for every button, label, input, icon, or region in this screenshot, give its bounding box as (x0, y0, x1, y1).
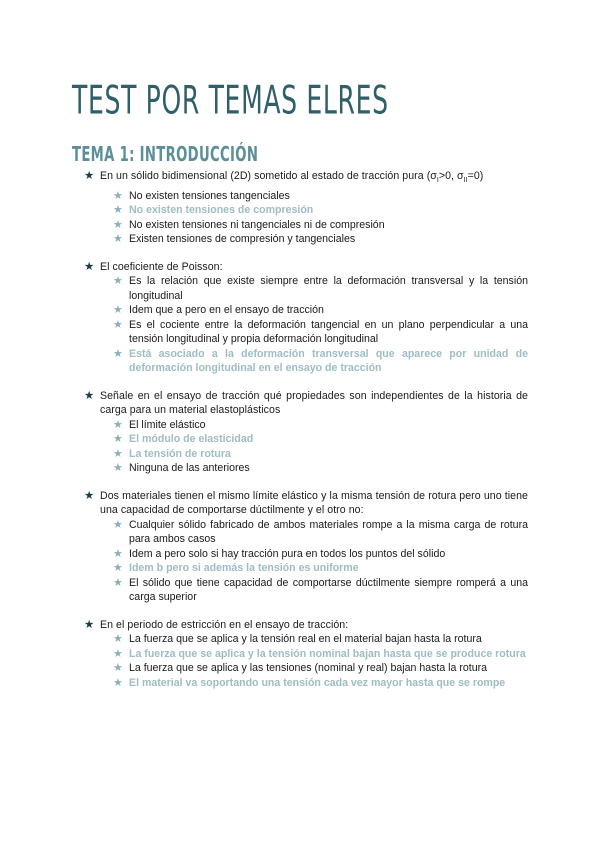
answer-item[interactable] (113, 189, 528, 204)
answer-text: El sólido que tiene capacidad de comportarse dúctilmente siempre romperá a una carga superior (129, 576, 528, 604)
answer-star-icon: ★ (113, 218, 123, 231)
answer-star-icon: ★ (113, 647, 123, 660)
question-star-icon: ★ (84, 260, 95, 273)
answer-text: El límite elástico (129, 418, 206, 431)
answer-list (113, 418, 528, 476)
answer-text: Existen tensiones de compresión y tangenciales (129, 233, 356, 246)
question-text: En el periodo de estricción en el ensayo de tracción: (100, 618, 349, 631)
answer-text: Idem a pero solo si hay tracción pura en todos los puntos del sólido (129, 547, 446, 560)
answer-star-icon: ★ (113, 662, 123, 675)
question-star-icon: ★ (84, 170, 95, 182)
answer-item[interactable] (113, 547, 528, 562)
answer-star-icon: ★ (113, 204, 123, 217)
answer-list (113, 518, 528, 605)
question-item (84, 260, 528, 376)
answer-item-correct[interactable] (113, 561, 528, 576)
answer-item[interactable] (113, 218, 528, 233)
answer-text: No existen tensiones de compresión (129, 204, 314, 217)
answer-star-icon: ★ (113, 547, 123, 560)
answer-text: La fuerza que se aplica y la tensión real en el material bajan hasta la rotura (129, 633, 482, 646)
answer-star-icon: ★ (113, 189, 123, 202)
answer-star-icon: ★ (113, 562, 123, 575)
question-text: El coeficiente de Poisson: (100, 260, 223, 273)
answer-star-icon: ★ (113, 347, 123, 360)
answer-text: Cualquier sólido fabricado de ambos materiales rompe a la misma carga de rotura para ambos casos (129, 518, 528, 546)
answer-list (113, 274, 528, 376)
answer-star-icon: ★ (113, 318, 123, 331)
answer-text: La fuerza que se aplica y la tensión nominal bajan hasta que se produce rotura (129, 647, 526, 660)
answer-text: La fuerza que se aplica y las tensiones (nominal y real) bajan hasta la rotura (129, 662, 488, 675)
answer-list (113, 632, 528, 690)
answer-item-correct[interactable] (113, 647, 528, 662)
answer-item[interactable] (113, 632, 528, 647)
answer-star-icon: ★ (113, 676, 123, 689)
answer-text: El material va soportando una tensión cada vez mayor hasta que se rompe (129, 676, 506, 689)
question-star-icon: ★ (84, 618, 95, 631)
answer-text: Es el cociente entre la deformación tangencial en un plano perpendicular a una tensión longitudinal y propia deformación longitudinal (129, 318, 528, 346)
answer-item[interactable] (113, 518, 528, 547)
section-title: TEMA 1: INTRODUCCIÓN (72, 142, 259, 166)
answer-text: Idem que a pero en el ensayo de tracción (129, 304, 324, 317)
answer-item[interactable] (113, 232, 528, 247)
answer-item[interactable] (113, 318, 528, 347)
answer-item-correct[interactable] (113, 203, 528, 218)
page-title: TEST POR TEMAS ELRES (72, 78, 389, 123)
question-star-icon: ★ (84, 489, 95, 502)
question-text: Dos materiales tienen el mismo límite elástico y la misma tensión de rotura pero uno tiene una capacidad de comportarse dúctilmente y el otro no: (100, 489, 528, 517)
answer-text: Es la relación que existe siempre entre la deformación transversal y la tensión longitudinal (129, 275, 528, 302)
answer-star-icon: ★ (113, 518, 123, 531)
answer-star-icon: ★ (113, 433, 123, 446)
answer-item[interactable] (113, 274, 528, 303)
answer-star-icon: ★ (113, 576, 123, 589)
answer-item[interactable] (113, 303, 528, 318)
answer-text: Está asociado a la deformación transversal que aparece por unidad de deformación longitudinal en el ensayo de tracción (129, 347, 528, 375)
answer-star-icon: ★ (113, 304, 123, 317)
answer-text: El módulo de elasticidad (129, 433, 254, 446)
answer-list (113, 189, 528, 247)
answer-star-icon: ★ (113, 418, 123, 431)
answer-item[interactable] (113, 418, 528, 433)
answer-text: La tensión de rotura (129, 447, 231, 460)
answer-star-icon: ★ (113, 447, 123, 460)
answer-item[interactable] (113, 661, 528, 676)
answer-star-icon: ★ (113, 275, 123, 288)
answer-item[interactable] (113, 461, 528, 476)
answer-star-icon: ★ (113, 633, 123, 646)
question-item (84, 489, 528, 605)
answer-text: Idem b pero si además la tensión es uniforme (129, 562, 359, 575)
answer-text: Ninguna de las anteriores (129, 462, 250, 475)
question-item (84, 389, 528, 476)
question-text: Señale en el ensayo de tracción qué propiedades son independientes de la historia de carga para un material elastoplásticos (100, 389, 528, 417)
answer-text: No existen tensiones ni tangenciales ni de compresión (129, 218, 385, 231)
answer-star-icon: ★ (113, 462, 123, 475)
question-star-icon: ★ (84, 389, 95, 402)
question-list (84, 169, 528, 703)
answer-item-correct[interactable] (113, 676, 528, 691)
answer-item[interactable] (113, 576, 528, 605)
answer-item-correct[interactable] (113, 447, 528, 462)
answer-text: No existen tensiones tangenciales (129, 189, 290, 202)
question-item (84, 618, 528, 691)
answer-item-correct[interactable] (113, 432, 528, 447)
question-item (84, 169, 528, 247)
answer-item-correct[interactable] (113, 347, 528, 376)
answer-star-icon: ★ (113, 233, 123, 246)
question-text: En un sólido bidimensional (2D) sometido al estado de tracción pura ($\sigma_I>0$, $\sigma_{II}=0$) (100, 170, 484, 185)
